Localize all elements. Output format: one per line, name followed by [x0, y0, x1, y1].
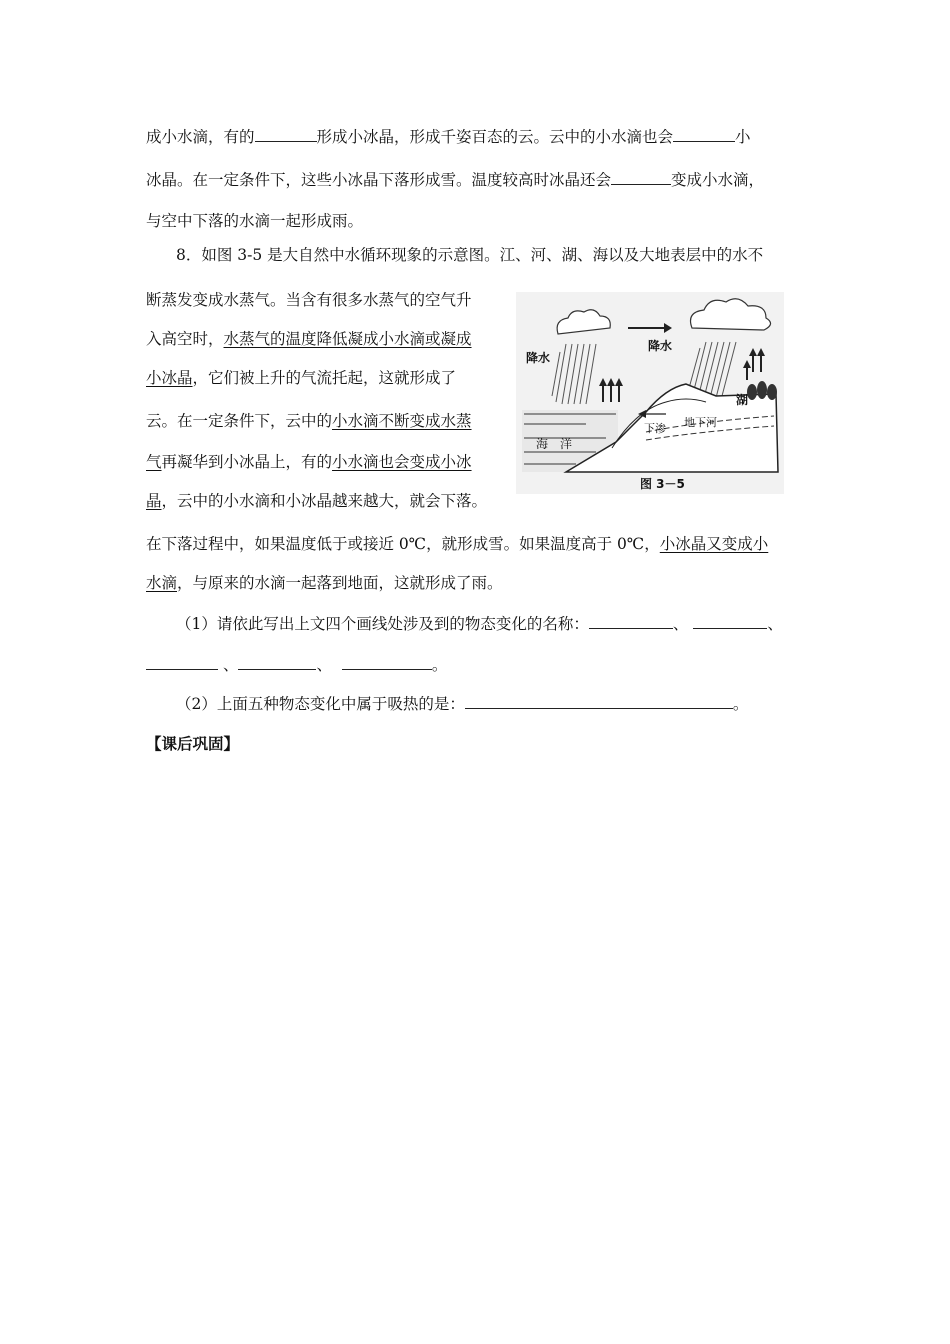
question-8-title	[176, 245, 763, 265]
text-line	[146, 411, 472, 431]
underlined-text: 气	[146, 453, 162, 471]
separator: 。	[431, 656, 448, 674]
text-segment: 与空中下落的水滴一起形成雨。	[146, 212, 364, 230]
text-line	[146, 534, 768, 554]
text-segment: ，云中的小水滴和小冰晶越来越大，就会下落。	[161, 492, 488, 510]
text-segment: 小	[735, 128, 751, 146]
separator: 、	[222, 656, 239, 674]
separator: 、	[672, 615, 689, 633]
underlined-text: 水蒸气的温度降低凝成小水滴或凝成	[223, 330, 472, 348]
text-segment: 再凝华到小冰晶上，有的	[161, 453, 333, 471]
text-segment: 在下落过程中，如果温度低于或接近 0℃，就形成雪。如果温度高于 0℃，	[146, 535, 660, 553]
answer-blank[interactable]	[589, 614, 673, 629]
answer-blank[interactable]	[238, 655, 316, 670]
text-line	[146, 491, 487, 511]
text-line	[146, 573, 503, 593]
text-segment: （1）请依此写出上文四个画线处涉及到的物态变化的名称：	[176, 615, 589, 633]
text-segment: ，与原来的水滴一起落到地面，这就形成了雨。	[177, 574, 503, 592]
sub-question-2	[176, 694, 748, 714]
text-line	[146, 170, 764, 190]
text-segment: 8．如图 3-5 是大自然中水循环现象的示意图。江、河、湖、海以及大地表层中的水不	[176, 246, 764, 264]
underlined-text: 小水滴不断变成水蒸	[332, 412, 472, 430]
answer-blank[interactable]	[146, 655, 218, 670]
text-segment: 入高空时，	[146, 330, 224, 348]
text-line	[146, 211, 363, 231]
answer-blank[interactable]	[465, 694, 733, 709]
answer-blank[interactable]	[255, 127, 317, 142]
sub-question-1	[176, 614, 783, 634]
section-heading: 【课后巩固】	[146, 734, 240, 753]
underlined-text: 水滴	[146, 574, 178, 592]
label-lake: 湖	[736, 393, 749, 407]
text-segment: 成小水滴，有的	[146, 128, 255, 146]
text-line	[146, 290, 472, 310]
text-segment: 断蒸发变成水蒸气。当含有很多水蒸气的空气升	[146, 291, 472, 309]
separator: 、	[767, 615, 783, 633]
answer-blank[interactable]	[611, 170, 671, 185]
text-line	[146, 452, 472, 472]
label-seep: 下渗	[644, 422, 666, 435]
text-segment: ，它们被上升的气流托起，这就形成了	[192, 369, 457, 387]
underlined-text: 小水滴也会变成小冰	[332, 453, 472, 471]
text-line	[146, 329, 472, 349]
label-rain-right: 降水	[648, 339, 673, 353]
label-underground: 地下河	[684, 416, 717, 429]
text-segment: 变成小水滴，	[671, 171, 765, 189]
text-segment: 冰晶。在一定条件下，这些小冰晶下落形成雪。温度较高时冰晶还会	[146, 171, 612, 189]
text-segment: 形成小冰晶，形成千姿百态的云。云中的小水滴也会	[316, 128, 674, 146]
label-ocean: 海 洋	[536, 437, 573, 451]
sub-question-1-cont	[146, 655, 447, 675]
separator: 。	[732, 695, 749, 713]
text-line	[146, 368, 456, 388]
label-rain-left: 降水	[526, 351, 551, 365]
underlined-text: 小冰晶又变成小	[659, 535, 769, 553]
text-segment: 云。在一定条件下，云中的	[146, 412, 333, 430]
figure-caption: 图 3－5	[640, 477, 685, 491]
answer-blank[interactable]	[693, 614, 767, 629]
separator: 、	[316, 656, 332, 674]
underlined-text: 小冰晶	[146, 369, 193, 387]
answer-blank[interactable]	[342, 655, 432, 670]
underlined-text: 晶	[146, 492, 162, 510]
water-cycle-figure	[516, 292, 784, 494]
text-segment: （2）上面五种物态变化中属于吸热的是：	[176, 695, 465, 713]
answer-blank[interactable]	[673, 127, 735, 142]
text-line	[146, 127, 751, 147]
